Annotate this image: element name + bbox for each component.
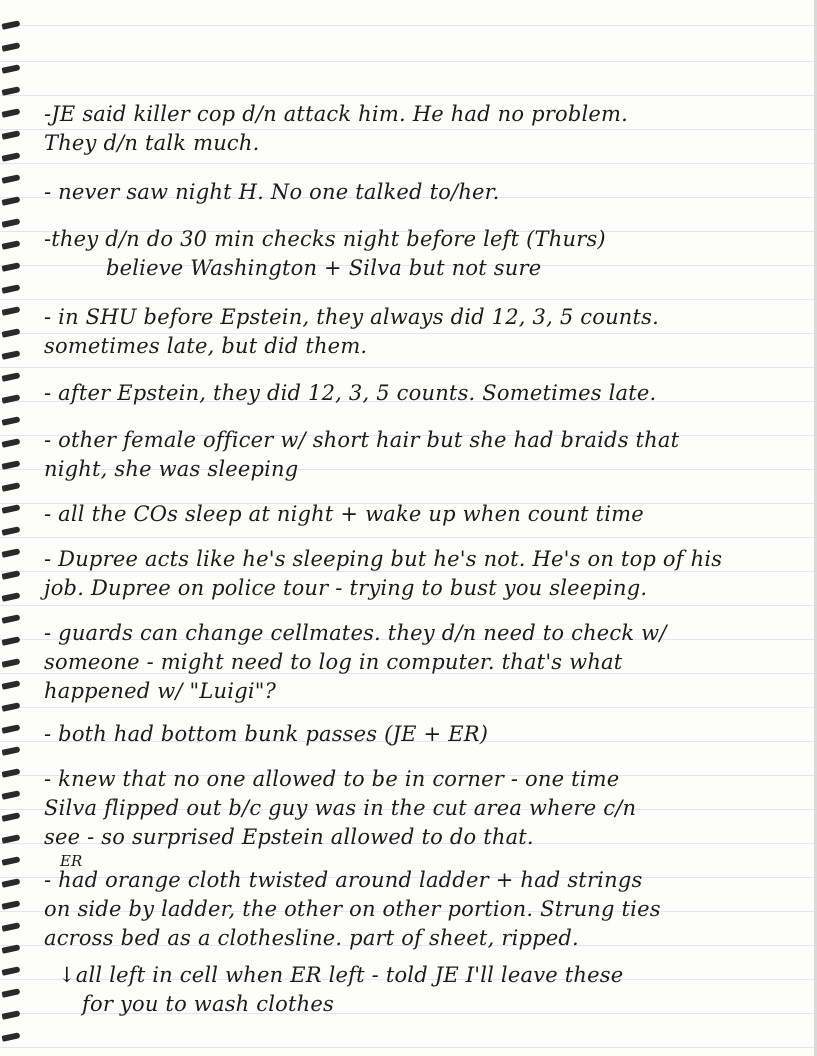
note-entry (44, 720, 804, 749)
spiral-coil (2, 768, 21, 778)
spiral-coil (2, 1032, 21, 1042)
spiral-coil (2, 438, 21, 448)
spiral-coil (2, 548, 21, 558)
note-line: believe Washington + Silva but not sure (106, 256, 542, 280)
spiral-coil (2, 790, 21, 800)
spiral-coil (2, 64, 21, 74)
note-entry (44, 852, 804, 953)
note-line: - all the COs sleep at night + wake up when count time (44, 502, 644, 526)
note-line: see - so surprised Epstein allowed to do that. (44, 825, 534, 849)
note-line: - guards can change cellmates. they d/n need to check w/ (44, 621, 667, 645)
note-line: - after Epstein, they did 12, 3, 5 counts. Sometimes late. (44, 381, 657, 405)
spiral-coil (2, 240, 21, 250)
note-entry (44, 545, 804, 603)
note-line: someone - might need to log in computer. that's what (44, 650, 623, 674)
spiral-coil (2, 108, 21, 118)
spiral-coil (2, 900, 21, 910)
spiral-coil (2, 262, 21, 272)
margin-annotation: ER (60, 852, 83, 870)
spiral-coil (2, 526, 21, 536)
spiral-coil (2, 196, 21, 206)
spiral-coil (2, 878, 21, 888)
spiral-coil (2, 372, 21, 382)
note-line: They d/n talk much. (44, 131, 260, 155)
note-entry (44, 765, 804, 852)
note-entry (44, 500, 804, 529)
spiral-binding (0, 0, 26, 1056)
note-line (44, 961, 804, 990)
note-line: across bed as a clothesline. part of sheet, ripped. (44, 926, 579, 950)
note-entry (44, 379, 804, 408)
note-text: all left in cell when ER left - told JE I'll leave these (75, 963, 624, 987)
spiral-coil (2, 856, 21, 866)
spiral-coil (2, 680, 21, 690)
spiral-coil (2, 636, 21, 646)
spiral-coil (2, 460, 21, 470)
spiral-coil (2, 482, 21, 492)
spiral-coil (2, 592, 21, 602)
note-line: on side by ladder, the other on other portion. Strung ties (44, 897, 661, 921)
spiral-coil (2, 834, 21, 844)
note-line: - both had bottom bunk passes (JE + ER) (44, 722, 489, 746)
spiral-coil (2, 284, 21, 294)
note-line: -they d/n do 30 min checks night before left (Thurs) (44, 227, 606, 251)
note-line: - other female officer w/ short hair but she had braids that (44, 428, 680, 452)
note-entry (44, 619, 804, 706)
note-line: sometimes late, but did them. (44, 334, 368, 358)
note-line: job. Dupree on police tour - trying to bust you sleeping. (44, 576, 648, 600)
down-arrow-icon: ↓ (58, 963, 76, 987)
note-line: - in SHU before Epstein, they always did 12, 3, 5 counts. (44, 305, 660, 329)
note-entry (44, 178, 804, 207)
spiral-coil (2, 174, 21, 184)
note-line: for you to wash clothes (82, 992, 334, 1016)
spiral-coil (2, 504, 21, 514)
note-line: - never saw night H. No one talked to/her. (44, 180, 500, 204)
spiral-coil (2, 86, 21, 96)
spiral-coil (2, 394, 21, 404)
spiral-coil (2, 152, 21, 162)
spiral-coil (2, 20, 21, 30)
spiral-coil (2, 614, 21, 624)
spiral-coil (2, 218, 21, 228)
note-line: - Dupree acts like he's sleeping but he's not. He's on top of his (44, 547, 723, 571)
note-entry (44, 961, 804, 1019)
spiral-coil (2, 350, 21, 360)
note-line: night, she was sleeping (44, 457, 299, 481)
spiral-coil (2, 306, 21, 316)
note-line: happened w/ "Luigi"? (44, 679, 277, 703)
spiral-coil (2, 42, 21, 52)
note-line: - knew that no one allowed to be in corner - one time (44, 767, 620, 791)
note-entry (44, 100, 804, 158)
note-entry (44, 225, 804, 283)
spiral-coil (2, 130, 21, 140)
spiral-coil (2, 1010, 21, 1020)
spiral-coil (2, 416, 21, 426)
spiral-coil (2, 746, 21, 756)
spiral-coil (2, 328, 21, 338)
spiral-coil (2, 570, 21, 580)
handwritten-notes (44, 100, 804, 1019)
note-line: -JE said killer cop d/n attack him. He had no problem. (44, 102, 629, 126)
spiral-coil (2, 724, 21, 734)
spiral-coil (2, 944, 21, 954)
spiral-coil (2, 988, 21, 998)
spiral-coil (2, 922, 21, 932)
spiral-coil (2, 658, 21, 668)
spiral-coil (2, 966, 21, 976)
note-entry (44, 426, 804, 484)
spiral-coil (2, 812, 21, 822)
spiral-coil (2, 702, 21, 712)
note-entry (44, 303, 804, 361)
note-line: Silva flipped out b/c guy was in the cut area where c/n (44, 796, 637, 820)
note-line: - had orange cloth twisted around ladder + had strings (44, 868, 643, 892)
